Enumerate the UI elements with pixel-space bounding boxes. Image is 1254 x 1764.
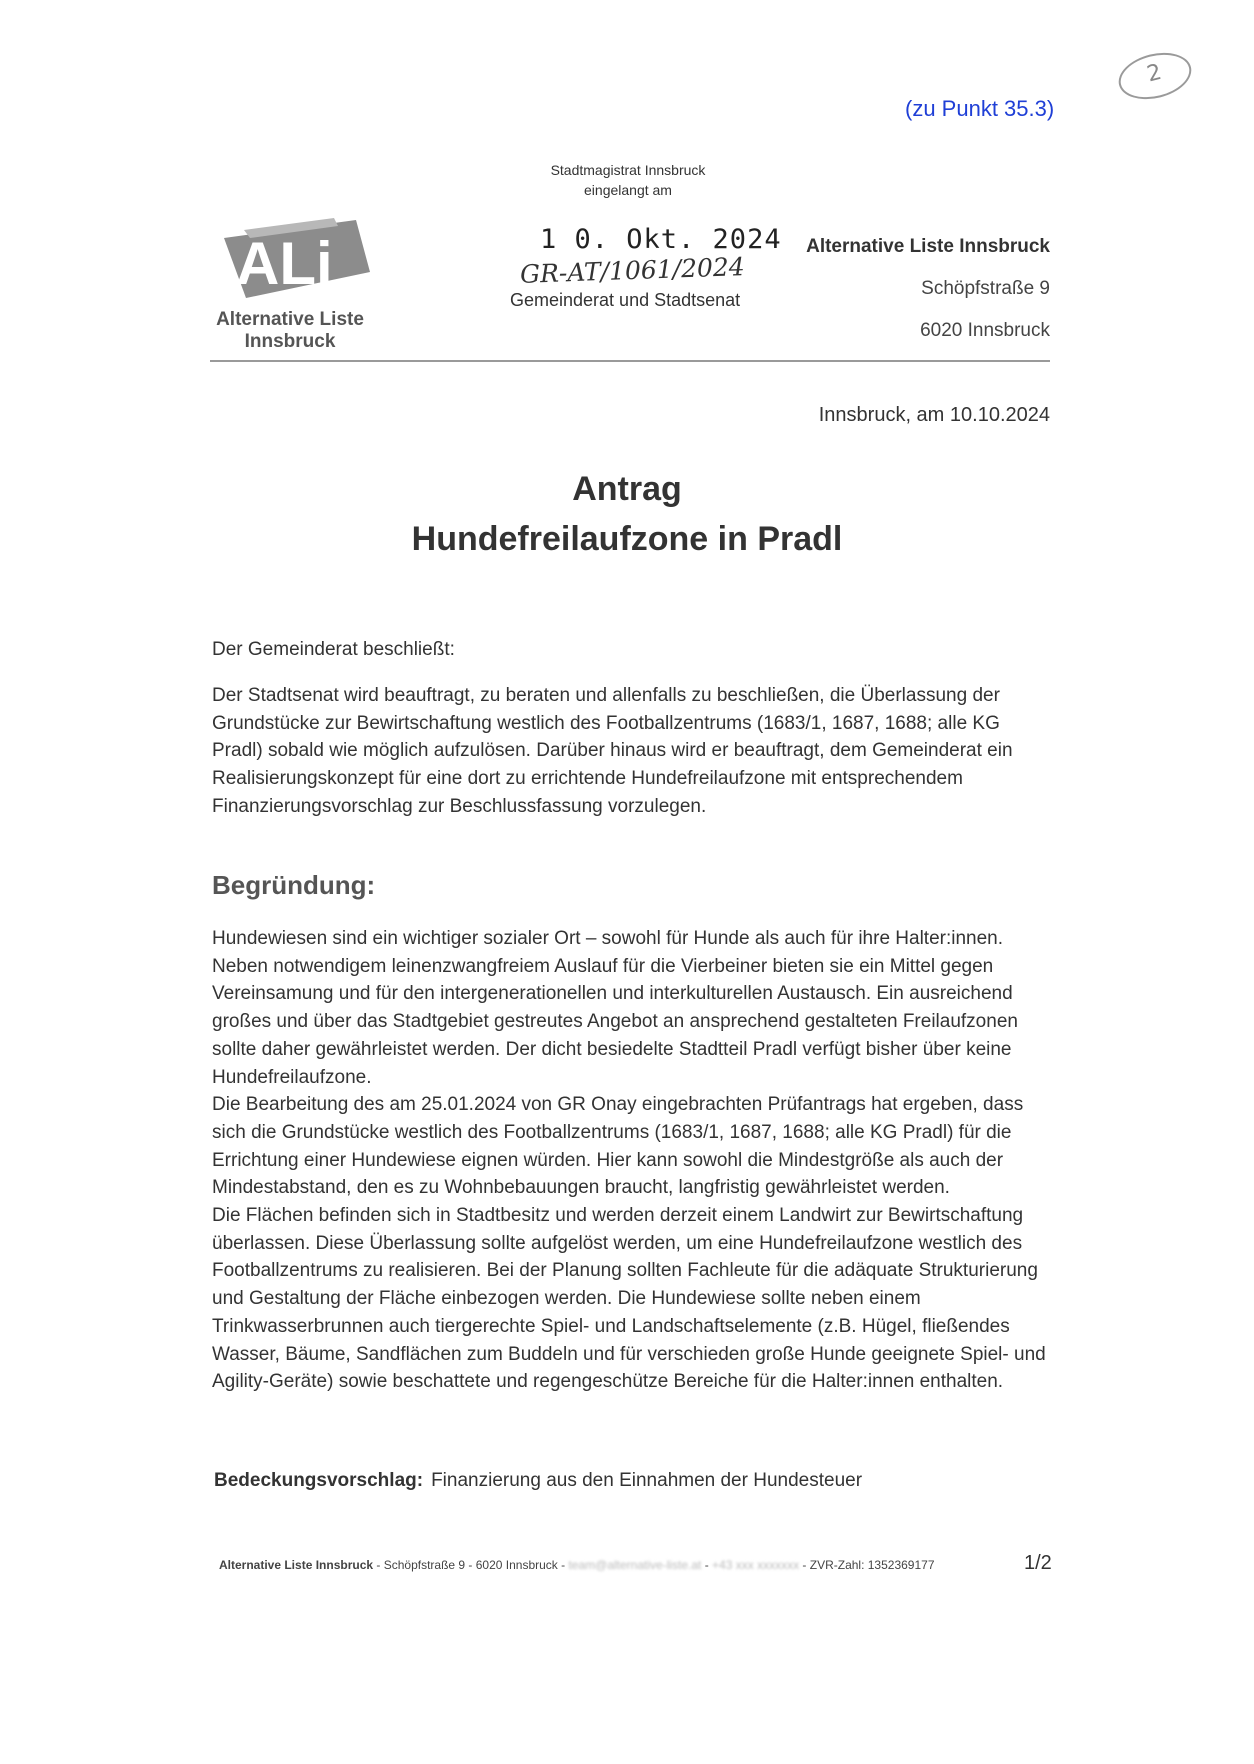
sender-city: 6020 Innsbruck [920, 320, 1050, 341]
stamp-date: 1 0. Okt. 2024 [540, 224, 782, 255]
stamp-line-2: eingelangt am [584, 182, 672, 198]
stamp-line-1: Stadtmagistrat Innsbruck [550, 162, 706, 178]
justification-paragraph: Die Bearbeitung des am 25.01.2024 von GR Onay eingebrachten Prüfantrags hat ergeben, dass sich die Grundstücke westlich des Footballzentrums (1683/1, 1687, 1688; alle KG Pradl) für die Errichtung einer Hundewiese eignen würden. Hier kann sowohl die Mindestgröße als auch der Mindestabstand, den es zu Wohnbebauungen braucht, langfristig gewährleistet werden. [212, 1094, 1024, 1199]
header-divider [210, 360, 1050, 362]
sender-street: Schöpfstraße 9 [921, 278, 1050, 299]
resolves-label: Der Gemeinderat beschließt: [212, 639, 455, 660]
justification-paragraph: Hundewiesen sind ein wichtiger sozialer Ort – sowohl für Hunde als auch für ihre Halter:innen. Neben notwendigem leinenzwangfreiem Auslauf für die Vierbeiner bieten sie ein Mittel gegen Vereinsamung und für den intergenerationellen und interkulturellen Austausch. Ein ausreichend großes und über das Stadtgebiet gestreutes Angebot an ansprechend gestalteten Freilaufzonen sollte daher gewährleistet werden. Der dicht besiedelte Stadtteil Pradl verfügt bisher über keine Hundefreilaufzone. [212, 928, 1018, 1088]
footer-address: - Schöpfstraße 9 - 6020 Innsbruck - [373, 1558, 569, 1572]
coverage-text: Finanzierung aus den Einnahmen der Hundesteuer [431, 1470, 863, 1491]
logo-name-line-1: Alternative Liste [216, 309, 364, 330]
footer-phone-redacted: +43 xxx xxxxxxx [712, 1558, 800, 1572]
ali-logo [206, 212, 374, 302]
sender-name: Alternative Liste Innsbruck [806, 236, 1050, 257]
document-date: Innsbruck, am 10.10.2024 [818, 404, 1050, 426]
footer-separator: - [701, 1558, 713, 1572]
footer-email-redacted: team@alternative-liste.at [568, 1558, 702, 1572]
ali-logo-mark-text: ALi [236, 230, 333, 297]
justification-heading: Begründung: [212, 870, 376, 900]
footer [219, 1558, 1039, 1572]
logo-name-line-2: Innsbruck [244, 331, 336, 352]
justification-body [212, 925, 1052, 1396]
coverage-label: Bedeckungsvorschlag: [214, 1470, 424, 1491]
footer-zvr: - ZVR-Zahl: 1352369177 [799, 1558, 935, 1572]
stamp-line-3: Gemeinderat und Stadtsenat [510, 290, 741, 310]
agenda-reference: (zu Punkt 35.3) [905, 96, 1055, 121]
resolution-text: Der Stadtsenat wird beauftragt, zu beraten und allenfalls zu beschließen, die Überlassung der Grundstücke zur Bewirtschaftung westlich des Footballzentrums (1683/1, 1687, 1688; alle KG Pradl) sobald wie möglich aufzulösen. Darüber hinaus wird er beauftragt, dem Gemeinderat ein Realisierungskonzept für eine dort zu errichtende Hundefreilaufzone mit entsprechendem Finanzierungsvorschlag zur Beschlussfassung vorzulegen. [212, 685, 1013, 817]
stamp-handwritten-reference: GR-AT/1061/2024 [519, 252, 746, 289]
coverage-proposal [214, 1470, 862, 1492]
justification-paragraph: Die Flächen befinden sich in Stadtbesitz und werden derzeit einem Landwirt zur Bewirtschaftung überlassen. Diese Überlassung sollte aufgelöst werden, um eine Hundefreilaufzone westlich des Footballzentrums zu realisieren. Bei der Planung sollten Fachleute für die adäquate Strukturierung und Gestaltung der Fläche einbezogen werden. Die Hundewiese sollte neben einem Trinkwasserbrunnen auch tiergerechte Spiel- und Landschaftselemente (z.B. Hügel, fließendes Wasser, Bäume, Sandflächen zum Buddeln und für verschieden große Hunde geeignete Spiel- und Agility-Geräte) sowie beschattete und regengeschütze Bereiche für die Halter:innen enthalten. [212, 1205, 1046, 1393]
title-line-1: Antrag [572, 470, 682, 508]
logo-name [206, 309, 374, 353]
title-line-2: Hundefreilaufzone in Pradl [411, 520, 843, 558]
footer-org: Alternative Liste Innsbruck [219, 1558, 374, 1572]
page-number: 1/2 [1024, 1552, 1052, 1574]
handwritten-page-number: 2 [1114, 46, 1196, 107]
